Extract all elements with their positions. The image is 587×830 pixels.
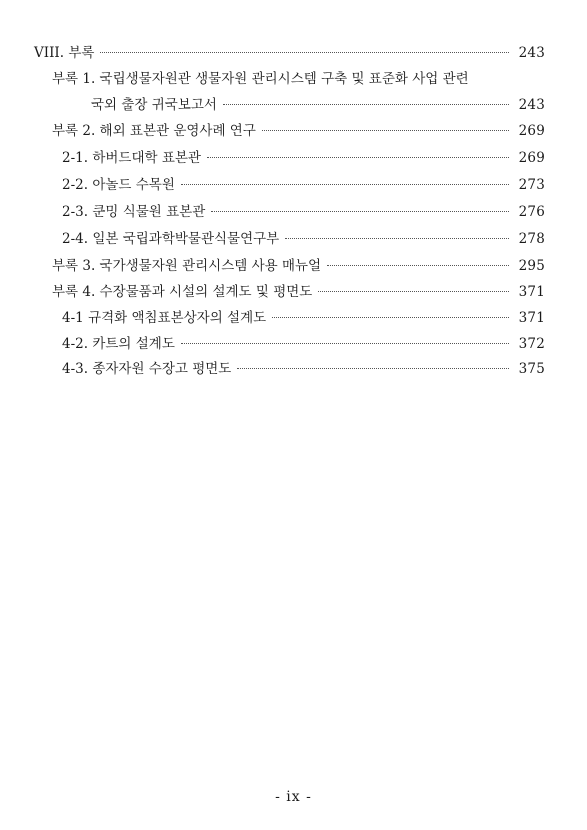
toc-entry-2-3[interactable] bbox=[0, 203, 587, 221]
toc-entry-page: 276 bbox=[518, 204, 545, 220]
toc-entry-title: 2-4. 일본 국립과학박물관식물연구부 bbox=[62, 231, 280, 247]
toc-entry-title: 부록 1. 국립생물자원관 생물자원 관리시스템 구축 및 표준화 사업 관련 bbox=[52, 71, 469, 87]
dot-leader bbox=[262, 129, 509, 131]
toc-entry-title: 2-1. 하버드대학 표본관 bbox=[62, 150, 201, 166]
dot-leader bbox=[318, 290, 509, 292]
toc-entry-page: 269 bbox=[518, 150, 545, 166]
dot-leader bbox=[223, 103, 509, 105]
toc-entry-page: 243 bbox=[518, 45, 545, 61]
toc-entry-4-3[interactable] bbox=[0, 360, 587, 378]
toc-entry-title: 국외 출장 귀국보고서 bbox=[91, 97, 217, 113]
toc-entry-title: 2-2. 아놀드 수목원 bbox=[62, 177, 175, 193]
toc-entry-page: 371 bbox=[518, 310, 545, 326]
toc-entry-2-1[interactable] bbox=[0, 149, 587, 167]
toc-entry-page: 269 bbox=[518, 123, 545, 139]
dot-leader bbox=[181, 183, 509, 185]
toc-entry-title: VIII. 부록 bbox=[34, 45, 95, 61]
toc-entry-title: 4-1 규격화 액침표본상자의 설계도 bbox=[62, 310, 267, 326]
dot-leader bbox=[327, 264, 509, 266]
toc-entry-title: 부록 2. 해외 표본관 운영사례 연구 bbox=[52, 123, 256, 139]
dot-leader bbox=[181, 342, 509, 344]
dot-leader bbox=[207, 156, 509, 158]
toc-entry-title: 2-3. 쿤밍 식물원 표본관 bbox=[62, 204, 206, 220]
toc-entry-appendix-2[interactable] bbox=[0, 122, 587, 140]
toc-entry-4-1[interactable] bbox=[0, 309, 587, 327]
toc-entry-page: 295 bbox=[518, 258, 545, 274]
toc-entry-title: 부록 4. 수장물품과 시설의 설계도 및 평면도 bbox=[52, 284, 313, 300]
dot-leader bbox=[211, 210, 509, 212]
toc-entry-appendix-4[interactable] bbox=[0, 283, 587, 301]
toc-entry-page: 278 bbox=[518, 231, 545, 247]
toc-entry-appendix-1-line1[interactable] bbox=[0, 70, 587, 88]
page-number: - ix - bbox=[275, 789, 312, 805]
toc-entry-title: 4-3. 종자자원 수장고 평면도 bbox=[62, 361, 232, 377]
dot-leader bbox=[237, 367, 509, 369]
toc-entry-title: 4-2. 카트의 설계도 bbox=[62, 336, 175, 352]
toc-entry-page: 375 bbox=[518, 361, 545, 377]
toc-entry-page: 371 bbox=[518, 284, 545, 300]
toc-entry-page: 372 bbox=[518, 336, 545, 352]
toc-entry-page: 243 bbox=[518, 97, 545, 113]
dot-leader bbox=[285, 237, 509, 239]
dot-leader bbox=[100, 51, 509, 53]
toc-entry-page: 273 bbox=[518, 177, 545, 193]
dot-leader bbox=[272, 316, 509, 318]
toc-entry-4-2[interactable] bbox=[0, 335, 587, 353]
toc-entry-title: 부록 3. 국가생물자원 관리시스템 사용 매뉴얼 bbox=[52, 258, 322, 274]
toc-entry-appendix-1-line2[interactable] bbox=[0, 96, 587, 114]
toc-entry-2-4[interactable] bbox=[0, 230, 587, 248]
toc-entry-appendix[interactable] bbox=[0, 44, 587, 62]
toc-entry-2-2[interactable] bbox=[0, 176, 587, 194]
toc-entry-appendix-3[interactable] bbox=[0, 257, 587, 275]
